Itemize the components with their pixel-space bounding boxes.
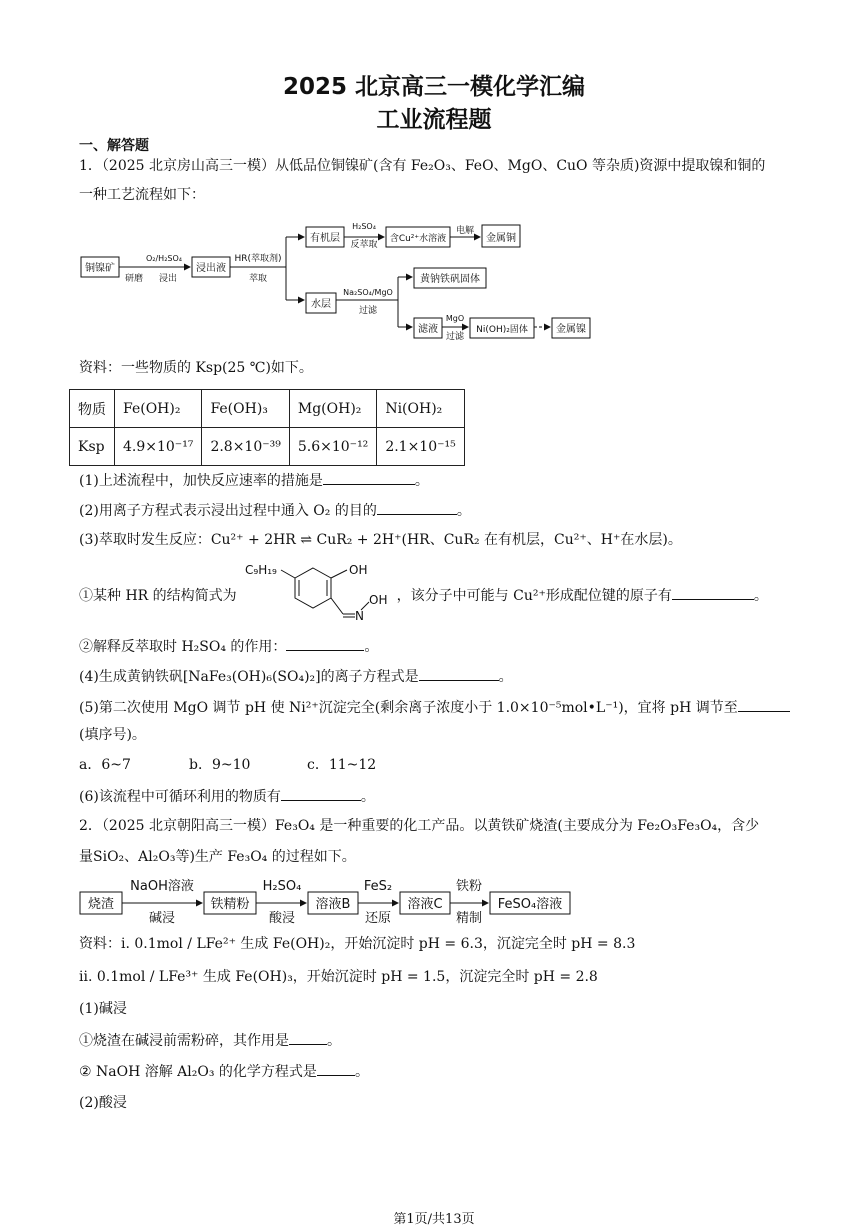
q1-part5 bbox=[79, 697, 790, 718]
q2-part1b-text: ② NaOH 溶解 Al₂O₃ 的化学方程式是 bbox=[79, 1064, 317, 1080]
q2-process-flowchart bbox=[78, 876, 578, 928]
q2-intro-line1: 2．（2025 北京朝阳高三一模）Fe₃O₄ 是一种重要的化工产品。以黄铁矿烧渣(主要成分为 Fe₂O₃Fe₃O₄，含少 bbox=[79, 818, 760, 834]
q1-part2-text: (2)用离子方程式表示浸出过程中通入 O₂ 的目的 bbox=[79, 503, 377, 519]
struct-oh2: OH bbox=[369, 593, 388, 607]
flow-step1-reagent: O₂/H₂SO₄ bbox=[145, 254, 183, 263]
flow2-product: FeSO₄溶液 bbox=[497, 897, 563, 912]
flow-strip-label: 反萃取 bbox=[350, 240, 378, 250]
struct-c9h19: C₉H₁₉ bbox=[245, 563, 277, 577]
table-cell: 5.6×10⁻¹² bbox=[289, 428, 376, 466]
flow-nioh-solid: Ni(OH)₂固体 bbox=[476, 325, 528, 335]
q1-part2 bbox=[79, 500, 471, 521]
q1-part6-text: (6)该流程中可循环利用的物质有 bbox=[79, 789, 281, 805]
flow-copper: 金属铜 bbox=[486, 233, 516, 244]
q1-part5-cont: (填序号)。 bbox=[79, 727, 146, 743]
flow-electrolysis: 电解 bbox=[455, 226, 475, 236]
flow-nickel: 金属镍 bbox=[556, 324, 586, 335]
flow2-step2-label: 酸浸 bbox=[268, 911, 296, 926]
flow2-step4-label: 精制 bbox=[455, 911, 483, 926]
struct-oh: OH bbox=[349, 563, 368, 577]
q2-data-i: 资料：i. 0.1mol / LFe²⁺ 生成 Fe(OH)₂，开始沉淀时 pH = 6.3，沉淀完全时 pH = 8.3 bbox=[79, 936, 636, 952]
q1-part4-text: (4)生成黄钠铁矾[NaFe₃(OH)₆(SO₄)₂]的离子方程式是 bbox=[79, 669, 419, 685]
q1-process-flowchart bbox=[78, 215, 598, 345]
q1-part6 bbox=[79, 786, 375, 807]
flow-filtrate: 滤液 bbox=[418, 324, 438, 335]
flow-leachate-label: 浸出液 bbox=[196, 263, 226, 274]
flow-filter1-reagent: Na₂SO₄/MgO bbox=[343, 288, 393, 297]
table-cell: 2.1×10⁻¹⁵ bbox=[377, 428, 464, 466]
end-mark: 。 bbox=[456, 503, 471, 519]
q1-part3a-text: ①某种 HR 的结构简式为 bbox=[79, 588, 237, 604]
table-row bbox=[70, 390, 465, 428]
end-mark: 。 bbox=[360, 789, 375, 805]
flow2-step3-label: 还原 bbox=[364, 911, 392, 926]
section-heading: 一、解答题 bbox=[79, 138, 149, 154]
table-cell: Fe(OH)₂ bbox=[115, 390, 202, 428]
q2-data-ii: ii. 0.1mol / LFe³⁺ 生成 Fe(OH)₃，开始沉淀时 pH = 1.5，沉淀完全时 pH = 2.8 bbox=[79, 969, 598, 985]
q1-part3b-text: ②解释反萃取时 H₂SO₄ 的作用： bbox=[79, 639, 287, 655]
end-mark: 。 bbox=[753, 588, 768, 604]
document-title: 2025 北京高三一模化学汇编 bbox=[282, 74, 586, 100]
table-cell: 2.8×10⁻³⁹ bbox=[202, 428, 289, 466]
flow2-slag: 烧渣 bbox=[87, 897, 115, 912]
flow2-iron-concentrate: 铁精粉 bbox=[210, 897, 250, 912]
answer-blank[interactable] bbox=[281, 786, 361, 801]
flow-jarosite: 黄钠铁矾固体 bbox=[420, 274, 480, 285]
flow-step2-reagent: HR(萃取剂) bbox=[234, 254, 282, 264]
q1-part3b bbox=[79, 636, 378, 657]
answer-blank[interactable] bbox=[317, 1061, 355, 1076]
q2-part1a bbox=[79, 1030, 341, 1051]
answer-blank[interactable] bbox=[323, 470, 415, 485]
end-mark: 。 bbox=[364, 639, 379, 655]
end-mark: 。 bbox=[414, 473, 429, 489]
flow-filter1-label: 过滤 bbox=[358, 306, 378, 316]
q1-part1 bbox=[79, 470, 429, 491]
q2-part1b bbox=[79, 1061, 369, 1082]
flow2-step1-label: 碱浸 bbox=[148, 911, 176, 926]
table-cell: Ni(OH)₂ bbox=[377, 390, 464, 428]
end-mark: 。 bbox=[327, 1033, 341, 1049]
ksp-table bbox=[69, 389, 465, 466]
flow-organic-layer: 有机层 bbox=[310, 233, 340, 244]
q1-part3a bbox=[79, 585, 768, 606]
table-row bbox=[70, 428, 465, 466]
flow-step2-extract: 萃取 bbox=[248, 274, 268, 284]
answer-blank[interactable] bbox=[286, 636, 364, 651]
q1-part3: (3)萃取时发生反应：Cu²⁺ + 2HR ⇌ CuR₂ + 2H⁺(HR、CuR₂ 在有机层，Cu²⁺、H⁺在水层)。 bbox=[79, 532, 682, 548]
q1-part4 bbox=[79, 666, 513, 687]
flow2-step1-reagent: NaOH溶液 bbox=[130, 879, 194, 894]
end-mark: 。 bbox=[354, 1064, 369, 1080]
flow-ore-label: 铜镍矿 bbox=[85, 263, 115, 274]
table-cell: 4.9×10⁻¹⁷ bbox=[115, 428, 202, 466]
hr-structure-formula bbox=[243, 560, 403, 630]
option-b: b．9~10 bbox=[189, 757, 251, 773]
end-mark: 。 bbox=[498, 669, 513, 685]
table-cell: Fe(OH)₃ bbox=[202, 390, 289, 428]
flow2-step3-reagent: FeS₂ bbox=[363, 879, 393, 894]
q2-part2: (2)酸浸 bbox=[79, 1095, 127, 1111]
flow2-step4-reagent: 铁粉 bbox=[455, 879, 483, 894]
flow-aqueous-layer: 水层 bbox=[311, 299, 331, 310]
table-cell: 物质 bbox=[70, 390, 115, 428]
flow-cu-solution: 含Cu²⁺水溶液 bbox=[389, 234, 447, 244]
struct-n: N bbox=[355, 609, 364, 623]
q1-options bbox=[79, 755, 376, 775]
q1-part1-text: (1)上述流程中，加快反应速率的措施是 bbox=[79, 473, 323, 489]
option-c: c．11~12 bbox=[307, 757, 377, 773]
page-footer: 第1页/共13页 bbox=[393, 1212, 475, 1227]
answer-blank[interactable] bbox=[419, 666, 499, 681]
answer-blank[interactable] bbox=[738, 697, 790, 712]
flow2-solution-c: 溶液C bbox=[407, 897, 443, 912]
q2-intro-line2: 量SiO₂、Al₂O₃等)生产 Fe₃O₄ 的过程如下。 bbox=[79, 849, 356, 865]
flow-step1-leach: 浸出 bbox=[158, 274, 178, 284]
q1-data-intro: 资料：一些物质的 Ksp(25 ℃)如下。 bbox=[79, 360, 313, 376]
table-cell: Mg(OH)₂ bbox=[289, 390, 376, 428]
answer-blank[interactable] bbox=[289, 1030, 327, 1045]
table-cell: Ksp bbox=[70, 428, 115, 466]
flow2-step2-reagent: H₂SO₄ bbox=[262, 879, 302, 894]
q1-part3a-text2: ，该分子中可能与 Cu²⁺形成配位键的原子有 bbox=[396, 588, 672, 604]
option-a: a．6~7 bbox=[79, 757, 131, 773]
q1-part5-text: (5)第二次使用 MgO 调节 pH 使 Ni²⁺沉淀完全(剩余离子浓度小于 1.0×10⁻⁵mol•L⁻¹)，宜将 pH 调节至 bbox=[79, 700, 738, 716]
q2-part1a-text: ①烧渣在碱浸前需粉碎，其作用是 bbox=[79, 1033, 289, 1049]
flow2-solution-b: 溶液B bbox=[315, 897, 351, 912]
flow-filter2-label: 过滤 bbox=[445, 332, 465, 342]
flow-step1-grind: 研磨 bbox=[124, 274, 144, 284]
q1-intro-line1: 1．（2025 北京房山高三一模）从低品位铜镍矿(含有 Fe₂O₃、FeO、MgO、CuO 等杂质)资源中提取镍和铜的 bbox=[79, 158, 766, 174]
document-subtitle: 工业流程题 bbox=[376, 107, 492, 133]
q1-intro-line2: 一种工艺流程如下： bbox=[79, 187, 205, 203]
q2-part1: (1)碱浸 bbox=[79, 1001, 127, 1017]
flow-strip-reagent: H₂SO₄ bbox=[352, 222, 376, 231]
answer-blank[interactable] bbox=[672, 585, 754, 600]
answer-blank[interactable] bbox=[377, 500, 457, 515]
flow-filter2-reagent: MgO bbox=[445, 314, 465, 323]
